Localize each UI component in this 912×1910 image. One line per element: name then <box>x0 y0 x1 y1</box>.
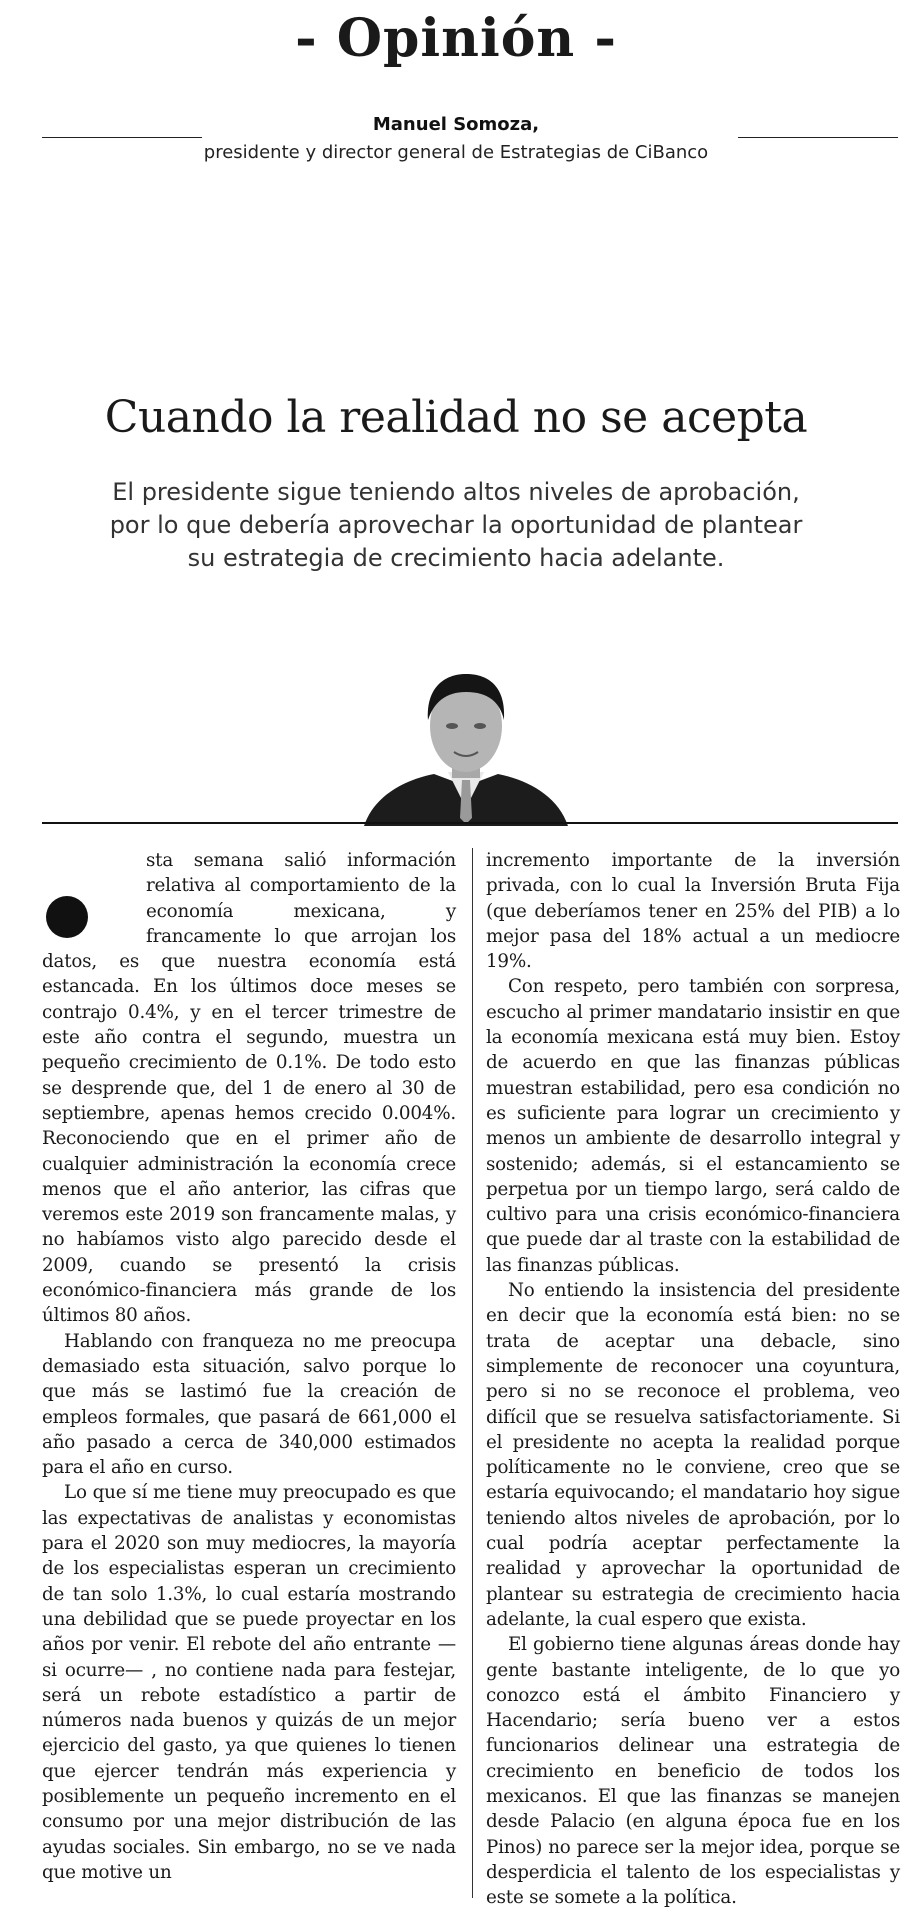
article-headline: Cuando la realidad no se acepta <box>104 392 808 443</box>
column-divider <box>472 848 473 1898</box>
article-column-right <box>486 848 900 1910</box>
section-title: - Opinión - <box>295 8 617 69</box>
paragraph: El gobierno tiene algunas áreas donde hay gente bastante inteligente, de lo que yo conozco está el ámbito Financiero y Hacendario; sería bueno ver a estos funcionarios delinear una estrategia de crecimiento en beneficio de todos los mexicanos. El que las finanzas se manejen desde Palacio (en alguna época fue en los Pinos) no parece ser la mejor idea, porque se desperdicia el talento de los especialistas y este se somete a la política. <box>486 1634 900 1909</box>
header-rule-left <box>42 137 202 138</box>
paragraph: Lo que sí me tiene muy preocupado es que las expectativas de analistas y economistas para el 2020 son muy mediocres, la mayoría de los especialistas esperan un crecimiento de tan solo 1.3%, lo cual estaría mostrando una debilidad que se puede proyectar en los años por venir. El rebote del año entrante —si ocurre— , no contiene nada para festejar, será un rebote estadístico a partir de números nada buenos y quizás de un mejor ejercicio del gasto, ya que quienes lo tienen que ejercer tendrán más experiencia y posiblemente un pequeño incremento en el consumo por una mejor distribución de las ayudas sociales. Sin embargo, no se ve nada que motive un <box>42 1482 456 1883</box>
article-column-left <box>42 848 456 1885</box>
author-portrait <box>356 668 576 826</box>
paragraph: No entiendo la insistencia del presidente en decir que la economía está bien: no se trata de aceptar una debacle, sino simplemente de reconocer una coyuntura, pero si no se reconoce el problema, veo difícil que se resuelva satisfactoriamente. Si el presidente no acepta la realidad porque políticamente no le conviene, creo que se estaría equivocando; el mandatario hoy sigue teniendo altos niveles de aprobación, por lo cual podría aceptar perfectamente la realidad y aprovechar la oportunidad de plantear su estrategia de crecimiento hacia adelante, la cual espero que exista. <box>486 1280 900 1630</box>
paragraph: Con respeto, pero también con sorpresa, escucho al primer mandatario insistir en que la economía mexicana está muy bien. Estoy de acuerdo en que las finanzas públicas muestran estabilidad, pero esa condición no es suficiente para lograr un crecimiento y menos un ambiente de desarrollo integral y sostenido; además, si el estancamiento se perpetua por un tiempo largo, será caldo de cultivo para una crisis económico-financiera que puede dar al traste con la estabilidad de las finanzas públicas. <box>486 976 900 1276</box>
author-role: presidente y director general de Estrategias de CiBanco <box>203 142 709 163</box>
article-dek: El presidente sigue teniendo altos niveles de aprobación, por lo que debería aprovechar la oportunidad de plantear su estrategia de crecimiento hacia adelante. <box>109 478 803 572</box>
paragraph: Hablando con franqueza no me preocupa demasiado esta situación, salvo porque lo que más se lastimó fue la creación de empleos formales, que pasará de 661,000 el año pasado a cerca de 340,000 estimados para el año en curso. <box>42 1330 456 1479</box>
paragraph: incremento importante de la inversión privada, con lo cual la Inversión Bruta Fija (que deberíamos tener en 25% del PIB) a lo mejor pasa del 18% actual a un mediocre 19%. <box>486 850 900 973</box>
paragraph: sta semana salió información relativa al comportamiento de la economía mexicana, y francamente lo que arrojan los datos, es que nuestra economía está estancada. En los últimos doce meses se contrajo 0.4%, y en el tercer trimestre de este año contra el segundo, muestra un pequeño crecimiento de 0.1%. De todo esto se desprende que, del 1 de enero al 30 de septiembre, apenas hemos crecido 0.004%. Reconociendo que en el primer año de cualquier administración la economía crece menos que el año anterior, las cifras que veremos este 2019 son francamente malas, y no habíamos visto algo parecido desde el 2009, cuando se presentó la crisis económico-financiera más grande de los últimos 80 años. <box>42 850 456 1327</box>
drop-cap <box>42 848 146 944</box>
article-top-rule <box>42 822 898 824</box>
header-rule-right <box>738 137 898 138</box>
drop-cap-dot-icon <box>46 896 88 938</box>
author-name: Manuel Somoza, <box>372 114 540 135</box>
